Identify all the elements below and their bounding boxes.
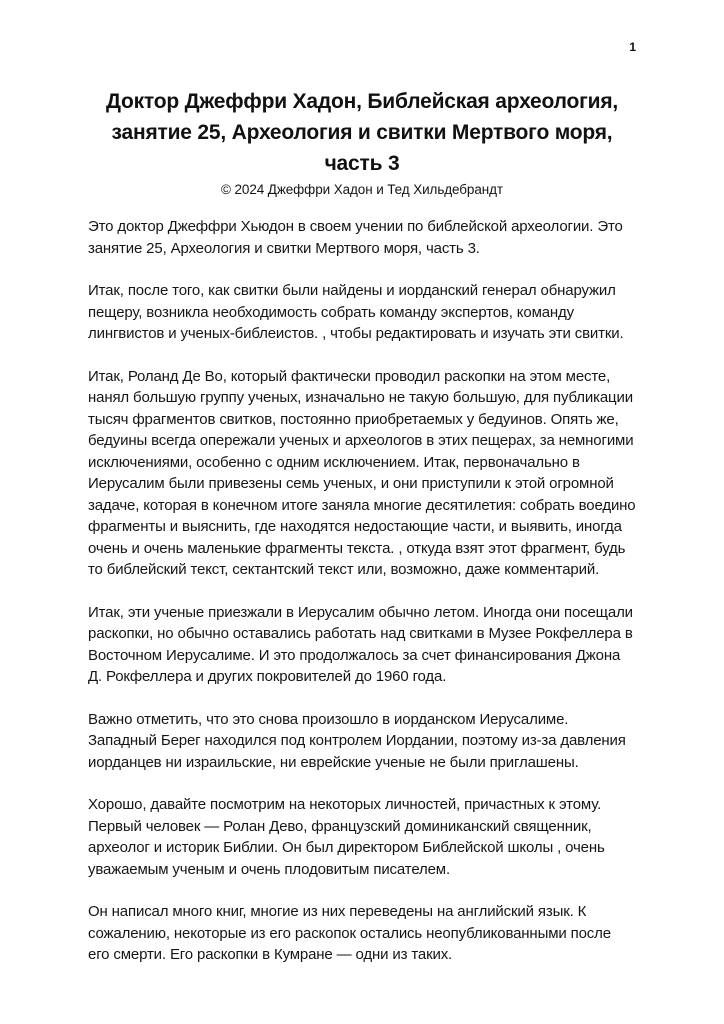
paragraph: Он написал много книг, многие из них переведены на английский язык. К сожалению, некоторые из его раскопок остались неопубликованными после его смерти. Его раскопки в Кумране — одни из таких.: [88, 903, 611, 963]
paragraph: Итак, Роланд Де Во, который фактически проводил раскопки на этом месте, нанял большую группу ученых, изначально не такую большую, для публикации тысяч фрагментов свитков, постоянно приобретаемых у бедуинов. Опять же, бедуины всегда опережали ученых и археологов в этих пещерах, за немногими исключениями, особенно с одним исключением. Итак, первоначально в Иерусалим были привезены семь ученых, и они приступили к этой огромной задаче, которая в конечном итоге заняла многие десятилетия: собрать воедино фрагменты и выяснить, где находятся недостающие части, и выявить, иногда очень и очень маленькие фрагменты текста. , откуда взят этот фрагмент, будь то библейский текст, сектантский текст или, возможно, даже комментарий.: [88, 367, 636, 578]
paragraph: Важно отметить, что это снова произошло в иорданском Иерусалиме. Западный Берег находился под контролем Иордании, поэтому из-за давления иорданцев ни израильские, ни еврейские ученые не были приглашены.: [88, 710, 626, 771]
document-header: [0, 0, 724, 199]
paragraph: Итак, после того, как свитки были найдены и иорданский генерал обнаружил пещеру, возникла необходимость собрать команду экспертов, команду лингвистов и ученых-библеистов. , чтобы редактировать и изучать эти свитки.: [88, 282, 624, 342]
page-number: 1: [629, 40, 636, 54]
title-line: занятие 25, Археология и свитки Мертвого моря,: [111, 121, 613, 144]
paragraph: Хорошо, давайте посмотрим на некоторых личностей, причастных к этому. Первый человек — Ролан Дево, французский доминиканский священник, археолог и историк Библии. Он был директором Библейской школы , очень уважаемым ученым и очень плодовитым писателем.: [88, 796, 605, 878]
title-line: часть 3: [324, 152, 400, 175]
document-body: [0, 199, 724, 966]
title-line: Доктор Джеффри Хадон, Библейская археология,: [105, 90, 619, 113]
paragraph: Это доктор Джеффри Хьюдон в своем учении по библейской археологии. Это занятие 25, Археология и свитки Мертвого моря, часть 3.: [88, 218, 623, 257]
paragraph: Итак, эти ученые приезжали в Иерусалим обычно летом. Иногда они посещали раскопки, но обычно оставались работать над свитками в Музее Рокфеллера в Восточном Иерусалиме. И это продолжалось за счет финансирования Джона Д. Рокфеллера и других покровителей до 1960 года.: [88, 603, 633, 685]
copyright-line: © 2024 Джеффри Хадон и Тед Хильдебрандт: [221, 182, 503, 197]
document-title: [0, 86, 724, 179]
